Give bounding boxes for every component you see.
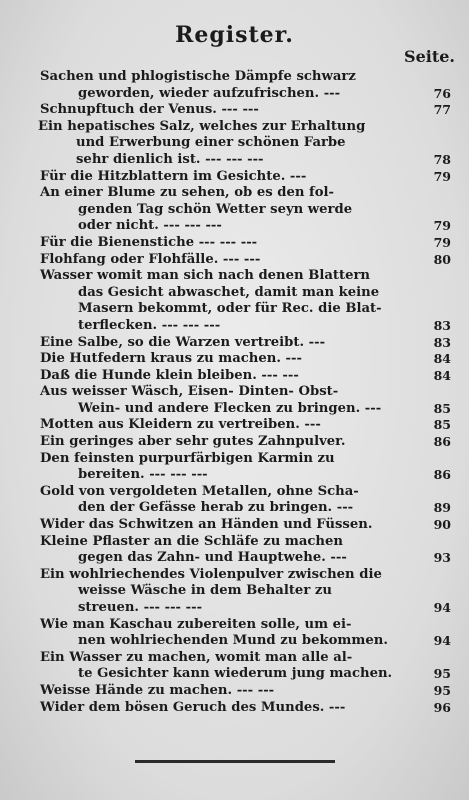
entry-line: Sachen und phlogistische Dämpfe schwarz <box>40 69 356 84</box>
register-entry <box>0 368 469 385</box>
entry-line: Wider das Schwitzen an Händen und Füssen. <box>40 517 373 533</box>
entry-line: bereiten. --- --- --- <box>78 467 208 483</box>
entry-line: te Gesichter kann wiederum jung machen. <box>78 666 393 682</box>
register-entries <box>0 69 469 716</box>
entry-line: Ein geringes aber sehr gutes Zahnpulver. <box>40 434 346 450</box>
entry-line: Daß die Hunde klein bleiben. --- --- <box>40 367 299 383</box>
entry-line: Motten aus Kleidern zu vertreiben. --- <box>40 417 321 433</box>
entry-page-number: 93 <box>433 550 451 566</box>
entry-line: Wein- und andere Flecken zu bringen. --- <box>78 400 382 416</box>
register-entry <box>0 119 469 169</box>
register-entry <box>0 700 469 717</box>
entry-line: Wie man Kaschau zubereiten solle, um ei- <box>40 616 352 632</box>
page-title: Register. <box>175 22 294 48</box>
entry-line: gegen das Zahn- und Hauptwehe. --- <box>78 550 347 566</box>
register-entry <box>0 102 469 119</box>
entry-line: Schnupftuch der Venus. --- --- <box>40 102 259 118</box>
entry-line: weisse Wäsche in dem Behalter zu <box>78 583 332 599</box>
entry-line: Weisse Hände zu machen. --- --- <box>40 682 275 698</box>
entry-page-number: 79 <box>433 218 451 234</box>
entry-line: oder nicht. --- --- --- <box>78 218 222 234</box>
register-entry <box>0 534 469 567</box>
closing-rule <box>135 760 335 763</box>
entry-line: das Gesicht abwaschet, damit man keine <box>78 284 380 300</box>
register-entry <box>0 235 469 252</box>
register-entry <box>0 268 469 334</box>
register-entry <box>0 683 469 700</box>
entry-line: Kleine Pflaster an die Schläfe zu machen <box>40 533 343 549</box>
entry-page-number: 95 <box>433 666 451 682</box>
entry-page-number: 79 <box>433 234 451 250</box>
entry-line: Wasser womit man sich nach denen Blattern <box>40 268 371 284</box>
entry-page-number: 84 <box>433 367 451 383</box>
entry-line: nen wohlriechenden Mund zu bekommen. <box>78 633 388 649</box>
entry-line: Für die Bienenstiche --- --- --- <box>40 234 258 250</box>
entry-page-number: 84 <box>433 351 451 367</box>
register-entry <box>0 451 469 484</box>
entry-page-number: 83 <box>433 317 451 333</box>
register-entry <box>0 252 469 269</box>
register-entry <box>0 69 469 102</box>
entry-line: Ein hepatisches Salz, welches zur Erhaltung <box>38 118 366 134</box>
register-entry <box>0 417 469 434</box>
page-column-label: Seite. <box>404 47 455 66</box>
entry-line: Die Hutfedern kraus zu machen. --- <box>40 351 302 367</box>
entry-page-number: 85 <box>433 400 451 416</box>
entry-page-number: 77 <box>433 102 451 118</box>
entry-line: Ein Wasser zu machen, womit man alle al- <box>40 649 353 665</box>
entry-page-number: 86 <box>433 467 451 483</box>
register-entry <box>0 335 469 352</box>
entry-page-number: 76 <box>433 85 451 101</box>
entry-page-number: 94 <box>433 633 451 649</box>
entry-line: sehr dienlich ist. --- --- --- <box>76 151 264 167</box>
entry-page-number: 95 <box>433 682 451 698</box>
entry-line: den der Gefässe herab zu bringen. --- <box>78 500 354 516</box>
entry-page-number: 90 <box>433 517 451 533</box>
entry-line: Ein wohlriechendes Violenpulver zwischen die <box>40 566 382 582</box>
entry-line: geworden, wieder aufzufrischen. --- <box>78 85 341 101</box>
entry-line: Masern bekommt, oder für Rec. die Blat- <box>78 301 382 317</box>
register-entry <box>0 617 469 650</box>
entry-page-number: 85 <box>433 417 451 433</box>
register-entry <box>0 434 469 451</box>
register-entry <box>0 384 469 417</box>
entry-line: An einer Blume zu sehen, ob es den fol- <box>40 185 334 201</box>
register-entry <box>0 169 469 186</box>
register-entry <box>0 185 469 235</box>
entry-line: Aus weisser Wäsch, Eisen- Dinten- Obst- <box>40 384 339 400</box>
entry-line: Wider dem bösen Geruch des Mundes. --- <box>40 699 346 715</box>
register-entry <box>0 650 469 683</box>
entry-page-number: 78 <box>433 151 451 167</box>
register-entry <box>0 567 469 617</box>
entry-line: Flohfang oder Flohfälle. --- --- <box>40 251 261 267</box>
entry-page-number: 79 <box>433 168 451 184</box>
entry-line: streuen. --- --- --- <box>78 600 203 615</box>
entry-page-number: 89 <box>433 500 451 516</box>
entry-page-number: 86 <box>433 434 451 450</box>
entry-line: genden Tag schön Wetter seyn werde <box>78 201 353 217</box>
entry-line: und Erwerbung einer schönen Farbe <box>76 135 346 151</box>
entry-page-number: 80 <box>433 251 451 267</box>
entry-page-number: 94 <box>433 600 451 615</box>
register-entry <box>0 351 469 368</box>
entry-line: Gold von vergoldeten Metallen, ohne Scha- <box>40 483 359 499</box>
entry-page-number: 83 <box>433 334 451 350</box>
register-entry <box>0 484 469 517</box>
entry-line: Den feinsten purpurfärbigen Karmin zu <box>40 450 335 466</box>
register-entry <box>0 517 469 534</box>
entry-line: Eine Salbe, so die Warzen vertreibt. --- <box>40 334 326 350</box>
entry-line: terflecken. --- --- --- <box>78 317 221 333</box>
entry-line: Für die Hitzblattern im Gesichte. --- <box>40 168 307 184</box>
entry-page-number: 96 <box>433 699 451 715</box>
